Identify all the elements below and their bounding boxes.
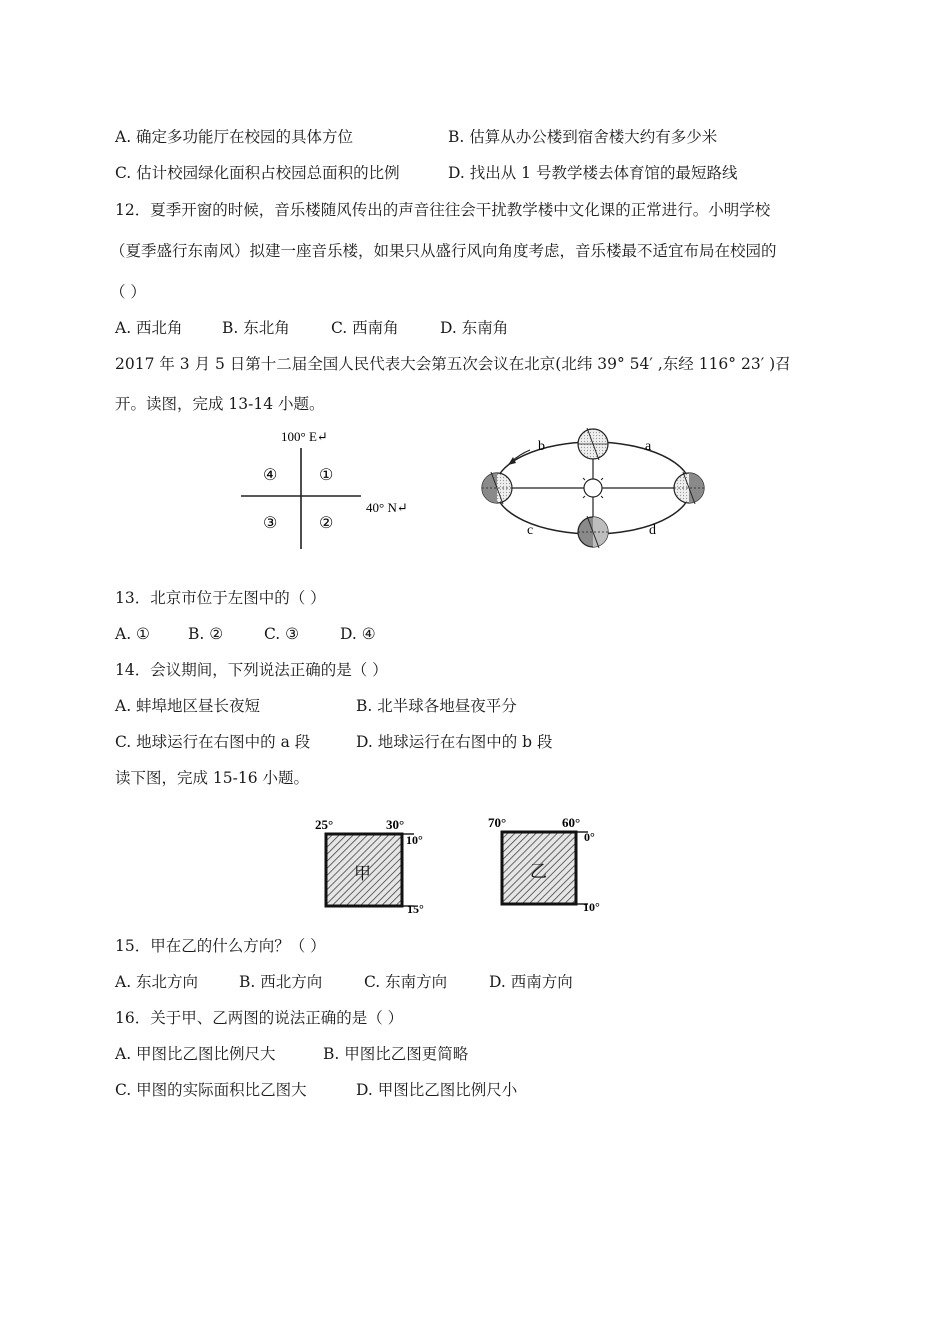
q16-option-c: C. 甲图的实际面积比乙图大	[115, 1081, 307, 1099]
q12-answer-blank: （ ）	[110, 283, 146, 301]
q11-option-a: A. 确定多功能厅在校园的具体方位	[115, 128, 354, 146]
earth-orbit-figure	[475, 422, 715, 557]
intro-15-16: 读下图，完成 15-16 小题。	[115, 769, 310, 787]
orbit-label-a: a	[645, 439, 652, 454]
q14-option-c: C. 地球运行在右图中的 a 段	[115, 733, 311, 751]
earth-top-icon	[578, 428, 608, 460]
map-yi-figure	[484, 814, 614, 914]
q11-options-row2	[115, 163, 738, 183]
q13-option-d: D. ④	[340, 625, 376, 643]
map-jia-figure	[310, 814, 440, 914]
quadrant-2: ②	[319, 515, 334, 532]
coordinate-quadrant-figure	[235, 424, 415, 554]
quadrant-1: ①	[319, 467, 334, 484]
orbit-label-c: c	[527, 523, 534, 538]
q15-option-c: C. 东南方向	[364, 973, 448, 991]
q12-option-a: A. 西北角	[115, 319, 183, 337]
q16-option-a: A. 甲图比乙图比例尺大	[115, 1045, 276, 1063]
q12-stem-line1: 12．夏季开窗的时候，音乐楼随风传出的声音往往会干扰教学楼中文化课的正常进行。小明学校	[115, 201, 771, 219]
map-jia-label: 甲	[354, 864, 371, 883]
q14-options-row1	[115, 696, 517, 716]
q14-option-a: A. 蚌埠地区昼长夜短	[115, 697, 261, 715]
q12-options	[115, 318, 509, 338]
orbit-label-b: b	[538, 439, 545, 454]
intro-13-14-line2: 开。读图，完成 13-14 小题。	[115, 395, 325, 413]
q16-options-row2	[115, 1080, 518, 1100]
q11-option-b: B. 估算从办公楼到宿舍楼大约有多少米	[448, 128, 718, 146]
q16-option-d: D. 甲图比乙图比例尺小	[356, 1081, 518, 1099]
q14-option-d: D. 地球运行在右图中的 b 段	[356, 733, 553, 751]
parallel-label: 40° N↵	[366, 500, 408, 515]
q12-option-b: B. 东北角	[222, 319, 290, 337]
q16-options-row1	[115, 1044, 469, 1064]
q15-options	[115, 972, 573, 992]
q13-option-a: A. ①	[115, 625, 150, 643]
q12-option-c: C. 西南角	[331, 319, 399, 337]
q14-stem: 14．会议期间，下列说法正确的是（ ）	[115, 661, 388, 679]
earth-bottom-icon	[578, 516, 608, 548]
meridian-label: 100° E↵	[281, 429, 328, 444]
map-yi-lon-right: 60°	[562, 815, 581, 830]
q11-option-c: C. 估计校园绿化面积占校园总面积的比例	[115, 164, 400, 182]
q15-option-d: D. 西南方向	[489, 973, 573, 991]
q15-stem: 15．甲在乙的什么方向？（ ）	[115, 937, 326, 955]
earth-right-icon	[674, 472, 704, 504]
orbit-label-d: d	[649, 523, 656, 538]
q11-option-d: D. 找出从 1 号教学楼去体育馆的最短路线	[448, 164, 738, 182]
earth-left-icon	[482, 472, 512, 504]
q13-option-c: C. ③	[264, 625, 300, 643]
q13-option-b: B. ②	[188, 625, 224, 643]
map-jia-lon-right: 30°	[386, 817, 405, 832]
q14-option-b: B. 北半球各地昼夜平分	[356, 697, 517, 715]
intro-13-14-line1: 2017 年 3 月 5 日第十二届全国人民代表大会第五次会议在北京(北纬 39° 54′ ,东经 116° 23′ )召	[115, 355, 791, 373]
q16-option-b: B. 甲图比乙图更简略	[323, 1045, 469, 1063]
map-yi-lon-left: 70°	[488, 815, 507, 830]
q12-option-d: D. 东南角	[440, 319, 509, 337]
q15-option-b: B. 西北方向	[239, 973, 323, 991]
map-yi-label: 乙	[530, 862, 547, 881]
q11-options-row1	[115, 127, 718, 147]
q13-options	[115, 624, 376, 644]
map-jia-lat-top: 10°	[406, 833, 423, 847]
map-jia-lon-left: 25°	[315, 817, 334, 832]
quadrant-4: ④	[263, 467, 278, 484]
q14-options-row2	[115, 732, 553, 752]
map-yi-lat-bottom: 10°	[583, 900, 600, 914]
map-jia-lat-bottom: 15°	[407, 902, 424, 914]
map-yi-lat-top: 0°	[584, 830, 595, 844]
q12-stem-line2: （夏季盛行东南风）拟建一座音乐楼，如果只从盛行风向角度考虑，音乐楼最不适宜布局在校园的	[110, 242, 777, 260]
quadrant-3: ③	[263, 515, 278, 532]
q16-stem: 16．关于甲、乙两图的说法正确的是（ ）	[115, 1009, 404, 1027]
q15-option-a: A. 东北方向	[115, 973, 199, 991]
q13-stem: 13．北京市位于左图中的（ ）	[115, 589, 326, 607]
